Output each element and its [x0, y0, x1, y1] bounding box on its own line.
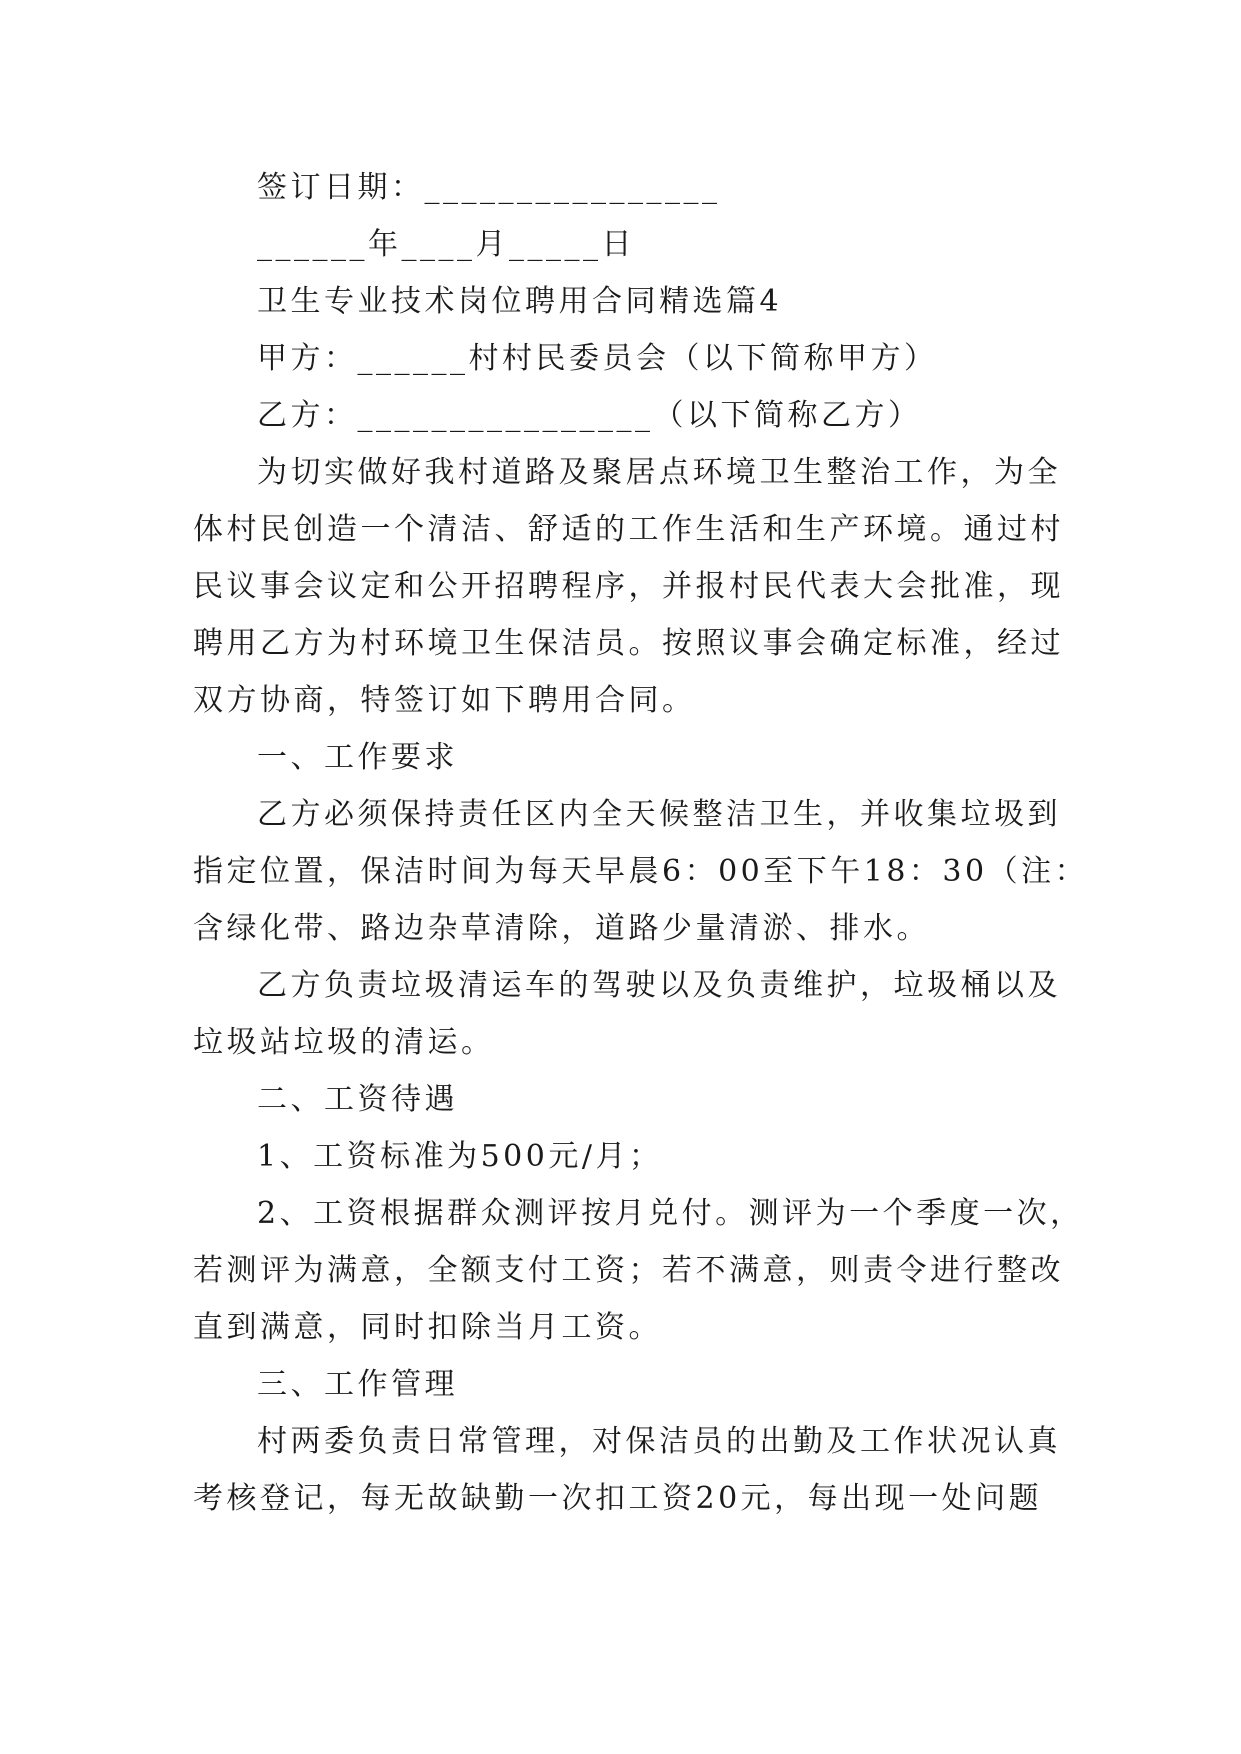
paragraph-line: 考核登记，每无故缺勤一次扣工资20元，每出现一处问题 — [193, 1481, 1043, 1516]
section-heading: 三、工作管理 — [257, 1367, 458, 1402]
paragraph-line: 含绿化带、路边杂草清除，道路少量清淤、排水。 — [193, 911, 930, 946]
paragraph-line: 直到满意，同时扣除当月工资。 — [193, 1310, 662, 1345]
paragraph-line: 民议事会议定和公开招聘程序，并报村民代表大会批准，现 — [193, 569, 1064, 604]
paragraph-line: 为切实做好我村道路及聚居点环境卫生整治工作，为全 — [257, 455, 1061, 490]
paragraph-line: 若测评为满意，全额支付工资；若不满意，则责令进行整改 — [193, 1253, 1064, 1288]
paragraph-line: 村两委负责日常管理，对保洁员的出勤及工作状况认真 — [257, 1424, 1061, 1459]
sign-date-line: 签订日期：________________ — [257, 170, 721, 205]
paragraph-line: 1、工资标准为500元/月； — [257, 1139, 663, 1174]
paragraph-line: 2、工资根据群众测评按月兑付。测评为一个季度一次， — [257, 1196, 1084, 1231]
paragraph-line: 乙方负责垃圾清运车的驾驶以及负责维护，垃圾桶以及 — [257, 968, 1061, 1003]
paragraph-line: 体村民创造一个清洁、舒适的工作生活和生产环境。通过村 — [193, 512, 1064, 547]
party-b-line: 乙方：________________（以下简称乙方） — [257, 398, 922, 433]
paragraph-line: 乙方必须保持责任区内全天候整洁卫生，并收集垃圾到 — [257, 797, 1061, 832]
paragraph-line: 垃圾站垃圾的清运。 — [193, 1025, 495, 1060]
section-title: 卫生专业技术岗位聘用合同精选篇4 — [257, 284, 783, 319]
paragraph-line: 指定位置，保洁时间为每天早晨6：00至下午18：30（注： — [193, 854, 1089, 889]
paragraph-line: 双方协商，特签订如下聘用合同。 — [193, 683, 696, 718]
party-a-line: 甲方：______村村民委员会（以下简称甲方） — [257, 341, 938, 376]
date-fields-line: ______年____月_____日 — [257, 227, 635, 262]
section-heading: 二、工资待遇 — [257, 1082, 458, 1117]
paragraph-line: 聘用乙方为村环境卫生保洁员。按照议事会确定标准，经过 — [193, 626, 1064, 661]
section-heading: 一、工作要求 — [257, 740, 458, 775]
